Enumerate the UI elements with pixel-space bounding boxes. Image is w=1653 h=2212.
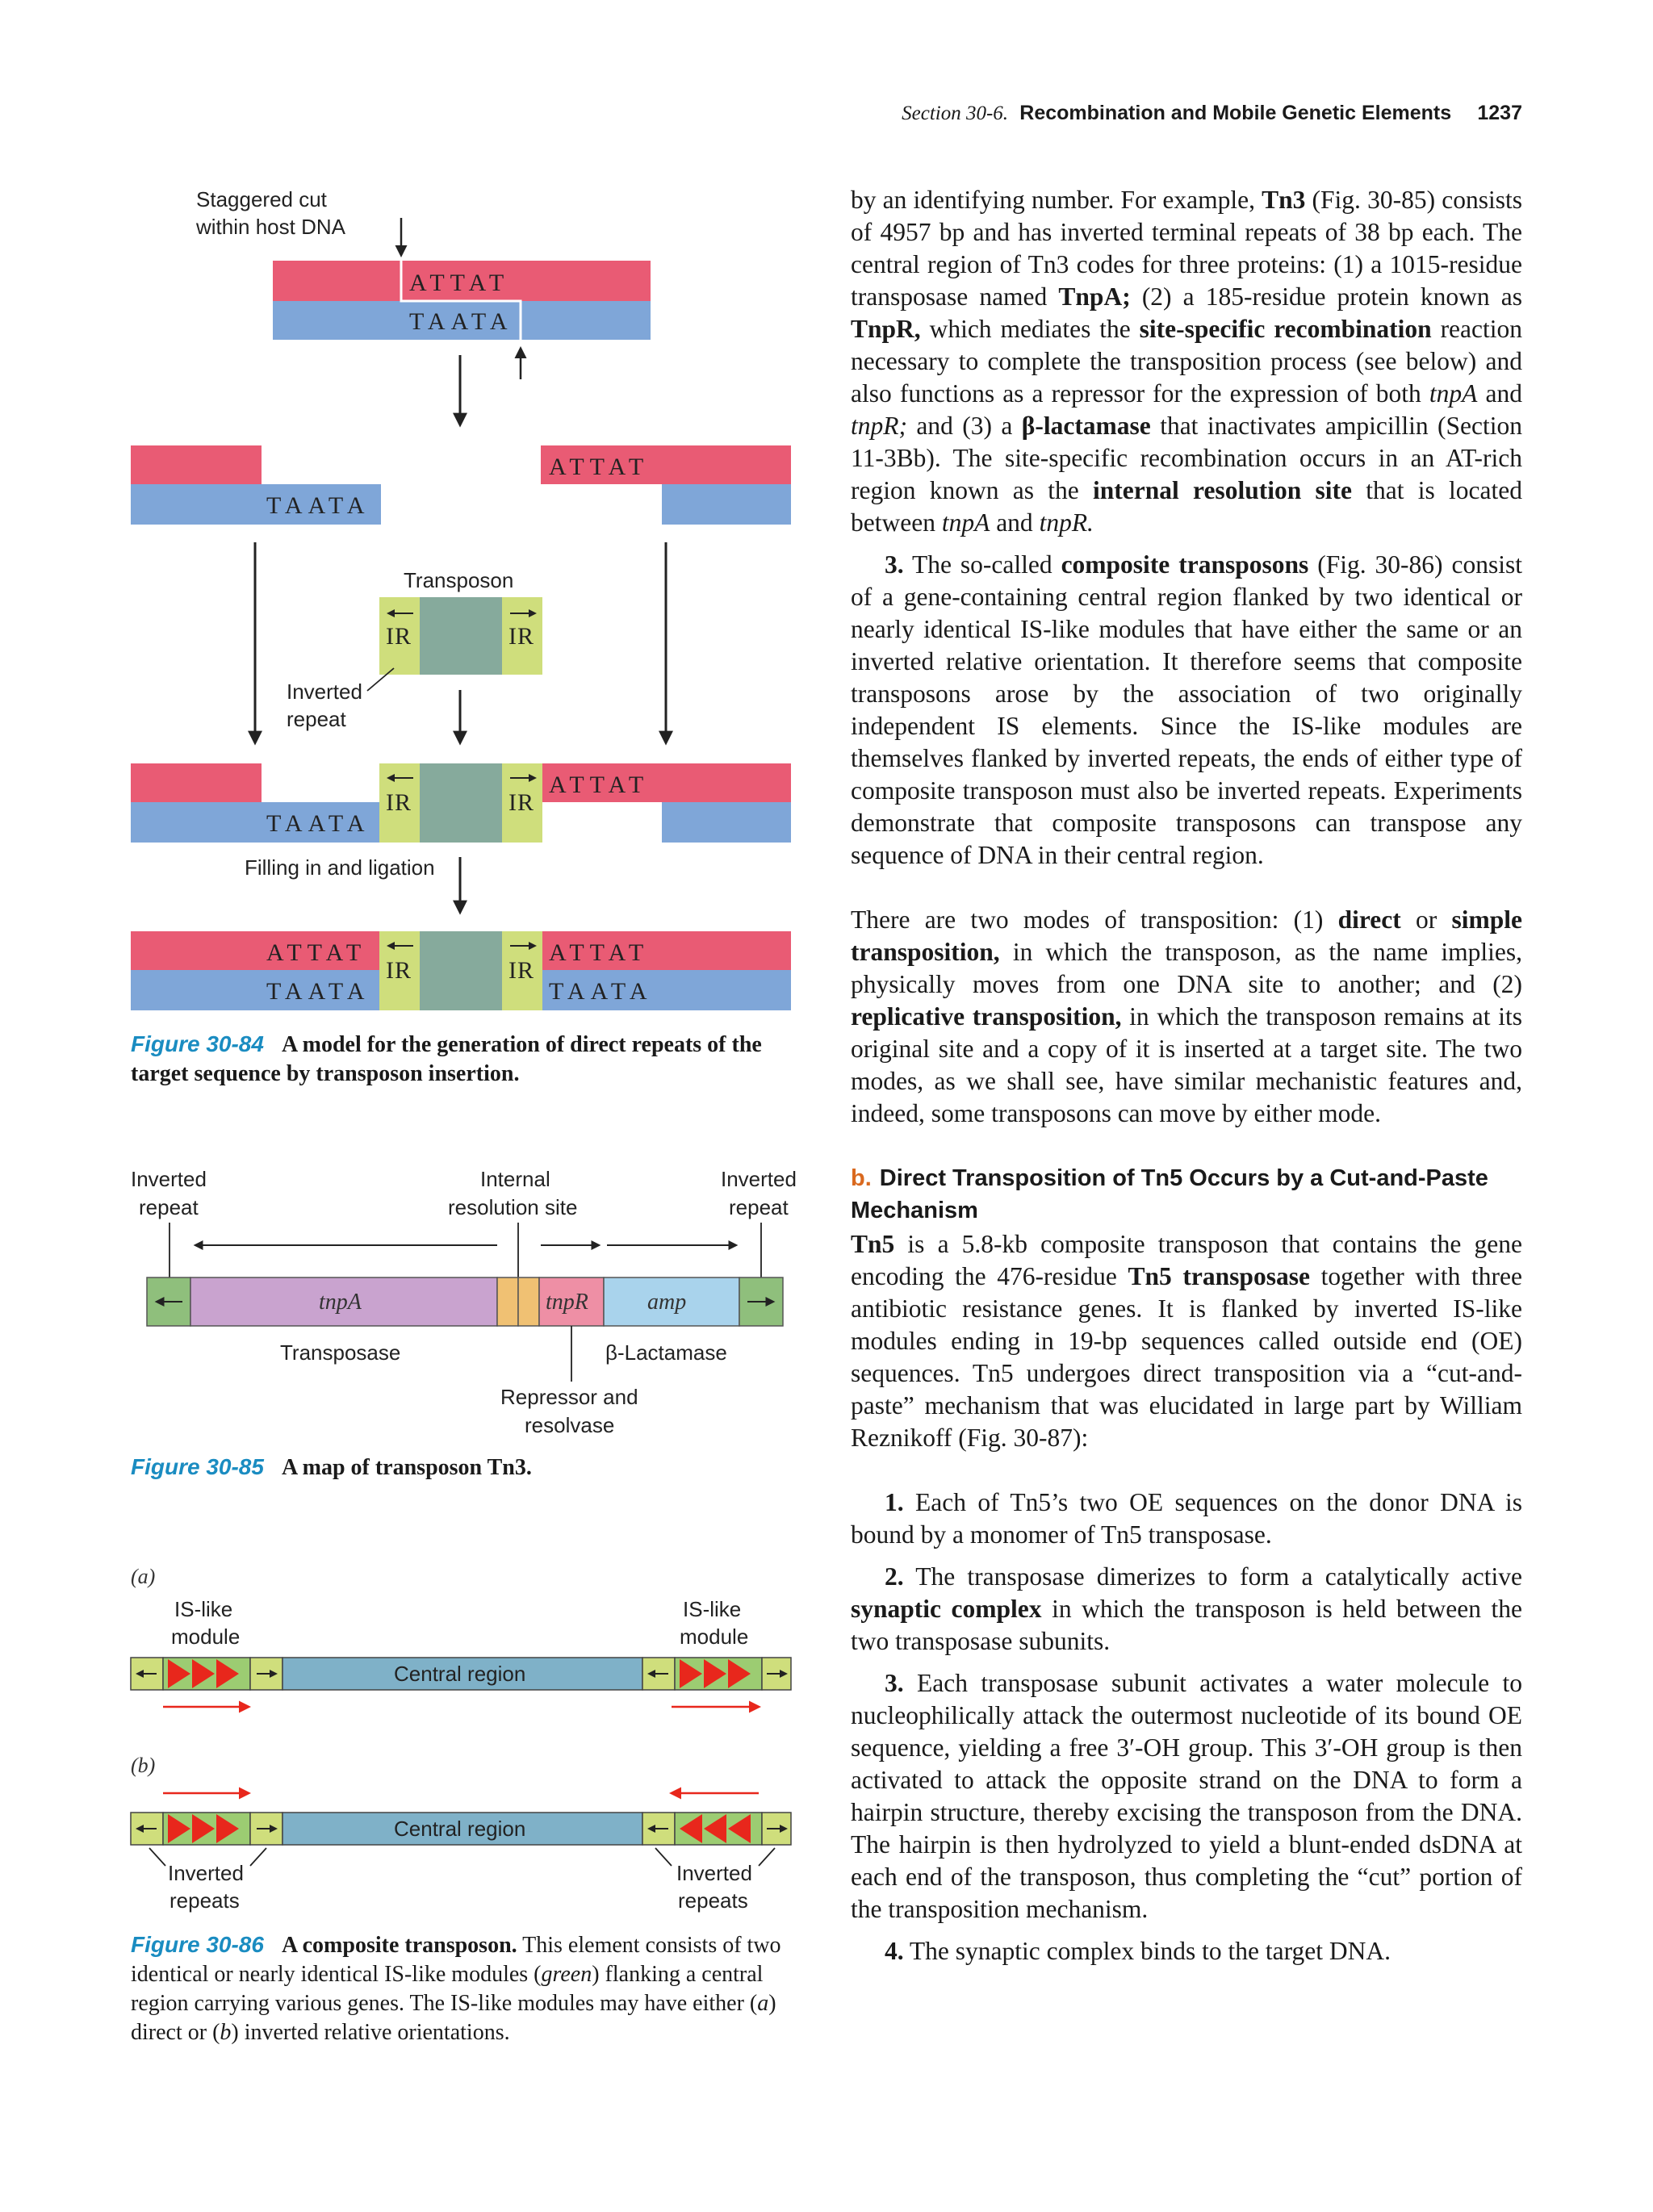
caption-text: A map of transposon Tn3. (281, 1455, 532, 1480)
label-inverted-repeats-right-2: repeats (678, 1888, 748, 1913)
leader-inverted-right-b (759, 1848, 775, 1866)
paragraph-composite: 3. The so-called composite transposons (Fig. 30-86) consist of a gene-containing central region flanked by two identical or nearly identical IS-like modules that have either the same or an inverted relative orientation. It therefore seems that composite transposons arose by the association of two originally independent IS elements. Since the IS-like modules are themselves flanked by inverted repeats, the ends of either type of composite transposon must also be inverted repeats. Experiments demonstrate that composite transposons can transpose any sequence of DNA in their central region. (851, 550, 1522, 869)
seq-taata-row4-left: TAATA (266, 978, 370, 1005)
row4-ir-left-label: IR (386, 957, 412, 984)
central-region-b-label: Central region (394, 1817, 526, 1841)
seq-taata-row3: TAATA (266, 810, 370, 837)
composite-b-left-module (131, 1813, 282, 1845)
label-is-like-left-2: module (171, 1625, 241, 1649)
ir-left-label: IR (386, 623, 412, 650)
label-is-like-right-2: module (680, 1625, 749, 1649)
dna-right-bottom (662, 484, 791, 525)
label-is-like-left-1: IS-like (174, 1597, 233, 1621)
caption-fig-30-85 (131, 1453, 801, 1482)
caption-bold: A composite transposon. (281, 1933, 517, 1958)
subsection-heading (851, 1162, 1522, 1227)
label-staggered-2: within host DNA (196, 215, 345, 239)
central-region-a-label: Central region (394, 1662, 526, 1686)
label-internal-2: resolution site (448, 1195, 578, 1219)
panel-a-label: (a) (131, 1565, 156, 1588)
gene-amp-label: amp (647, 1290, 687, 1315)
label-filling: Filling in and ligation (245, 855, 435, 880)
label-inv-left-1: Inverted (131, 1167, 207, 1191)
irs-box-1 (497, 1277, 518, 1326)
figure-30-84 (121, 178, 815, 1017)
label-internal-1: Internal (480, 1167, 550, 1191)
page-number: 1237 (1477, 102, 1522, 124)
header-title: Recombination and Mobile Genetic Elements (1019, 102, 1452, 124)
caption-text-1: This element consists of two identical or nearly identical IS-like modules ( (131, 1933, 781, 1987)
label-repressor-1: Repressor and (500, 1385, 638, 1409)
ir-right-label: IR (508, 623, 534, 650)
caption-fig-30-86 (131, 1930, 801, 2047)
caption-number: Figure 30-84 (131, 1031, 264, 1056)
running-header (902, 102, 1522, 125)
row4-ir-right-label: IR (508, 957, 534, 984)
seq-attat-row1: ATTAT (409, 270, 510, 296)
step-1: 1. Each of Tn5’s two OE sequences on the donor DNA is bound by a monomer of Tn5 transposase. (851, 1488, 1522, 1549)
label-is-like-right-1: IS-like (683, 1597, 742, 1621)
label-repressor-2: resolvase (525, 1413, 615, 1437)
row4-center (420, 931, 502, 1010)
composite-a-right-module (642, 1658, 791, 1690)
caption-number: Figure 30-85 (131, 1454, 264, 1479)
paragraph-modes: There are two modes of transposition: (1) direct or simple transposition, in which the transposon, as the name implies, physically moves from one DNA site to another; and (2) replicative transposition, in which the transposon remains at its original site and a copy of it is inserted at a target site. The two modes, as we shall see, have similar mechanistic features and, indeed, some transposons can move by either mode. (851, 905, 1522, 1127)
label-staggered-1: Staggered cut (196, 187, 327, 211)
row3-right-bottom (662, 802, 791, 843)
step-3: 3. Each transposase subunit activates a water molecule to nucleophilically attack the outermost nucleotide of its bound OE sequence, yielding a free 3′-OH group. This 3′-OH group is then activated to attack the opposite strand on the DNA to form a hairpin structure, thereby excising the transposon from the DNA. The hairpin is then hydrolyzed to yield a blunt-ended dsDNA at each end of the transposon, thus completing the “cut” portion of the transposition mechanism. (851, 1669, 1522, 1923)
gene-tnpa-label: tnpA (319, 1290, 362, 1315)
seq-attat-row4-right: ATTAT (549, 939, 650, 966)
irs-box-2 (518, 1277, 539, 1326)
paragraph-tn3: by an identifying number. For example, Tn3 (Fig. 30-85) consists of 4957 bp and has inverted terminal repeats of 38 bp each. The central region of Tn3 codes for three proteins: (1) a 1015-residue transposase named TnpA; (2) a 185-residue protein known as TnpR, which mediates the site-specific recombination reaction necessary to complete the transposition process (see below) and also functions as a repressor for the expression of both tnpA and tnpR; and (3) a β-lactamase that inactivates ampicillin (Section 11-3Bb). The site-specific recombination occurs in an AT-rich region known as the internal resolution site that is located between tnpA and tnpR. (851, 186, 1523, 537)
dna-left-top (131, 445, 262, 484)
label-inv-left-2: repeat (139, 1195, 199, 1219)
seq-attat-row3: ATTAT (549, 771, 650, 798)
row3-center (420, 763, 502, 843)
composite-a-left-module (131, 1658, 282, 1690)
seq-attat-row4-left: ATTAT (266, 939, 367, 966)
leader-inverted-right-a (655, 1848, 672, 1866)
header-section: Section 30-6. (902, 102, 1009, 124)
label-inv-right-1: Inverted (721, 1167, 797, 1191)
row3-ir-left-label: IR (386, 789, 412, 816)
leader-inverted-left-b (250, 1848, 266, 1866)
gene-tnpr-label: tnpR (546, 1290, 588, 1315)
caption-number: Figure 30-86 (131, 1932, 264, 1957)
paragraph-tn5: Tn5 is a 5.8-kb composite transposon that contains the gene encoding the 476-residue Tn5 transposase together with three antibiotic resistance genes. It is flanked by inverted IS-like modules ending in 19-bp sequences called outside end (OE) sequences. Tn5 undergoes direct transposition via a “cut-and-paste” mechanism that was elucidated in large part by William Reznikoff (Fig. 30-87): (851, 1230, 1522, 1452)
body-text (851, 184, 1522, 1977)
label-inverted-repeats-left-2: repeats (169, 1888, 240, 1913)
subsection-title: Direct Transposition of Tn5 Occurs by a Cut-and-Paste Mechanism (851, 1165, 1488, 1223)
caption-text: A model for the generation of direct repeats of the target sequence by transposon insertion. (131, 1032, 762, 1086)
panel-b-label: (b) (131, 1754, 156, 1777)
caption-text-3: ) direct or ( (131, 1991, 776, 2045)
label-transposon: Transposon (404, 568, 514, 592)
seq-attat-row2: ATTAT (549, 454, 650, 480)
step-2: 2. The transposase dimerizes to form a catalytically active synaptic complex in which the transposon is held between the two transposase subunits. (851, 1562, 1522, 1655)
caption-green: green (541, 1962, 592, 1987)
subsection-letter: b. (851, 1165, 872, 1191)
composite-b-right-module (642, 1813, 791, 1845)
transposon-center (420, 597, 502, 675)
figure-30-85 (121, 1154, 815, 1453)
seq-taata-row1: TAATA (409, 308, 513, 335)
caption-b: b (220, 2020, 232, 2045)
label-inv-right-2: repeat (729, 1195, 789, 1219)
label-inverted-repeat-2: repeat (287, 707, 346, 731)
label-inverted-repeats-left-1: Inverted (168, 1861, 244, 1885)
row3-ir-right-label: IR (508, 789, 534, 816)
label-transposase: Transposase (280, 1340, 401, 1365)
label-lactamase: β-Lactamase (605, 1340, 727, 1365)
seq-taata-row2: TAATA (266, 492, 370, 519)
label-inverted-repeats-right-1: Inverted (676, 1861, 752, 1885)
figure-30-86 (121, 1558, 815, 1921)
leader-inverted-left-a (149, 1848, 165, 1866)
caption-fig-30-84 (131, 1030, 801, 1089)
caption-text-4: ) inverted relative orientations. (231, 2020, 510, 2045)
seq-taata-row4-right: TAATA (549, 978, 653, 1005)
row3-left-top (131, 763, 262, 802)
label-inverted-repeat-1: Inverted (287, 679, 362, 704)
caption-text-2: ) flanking a central region carrying various genes. The IS-like modules may have either ( (131, 1962, 764, 2016)
step-4: 4. The synaptic complex binds to the target DNA. (885, 1937, 1391, 1965)
caption-a: a (757, 1991, 769, 2016)
